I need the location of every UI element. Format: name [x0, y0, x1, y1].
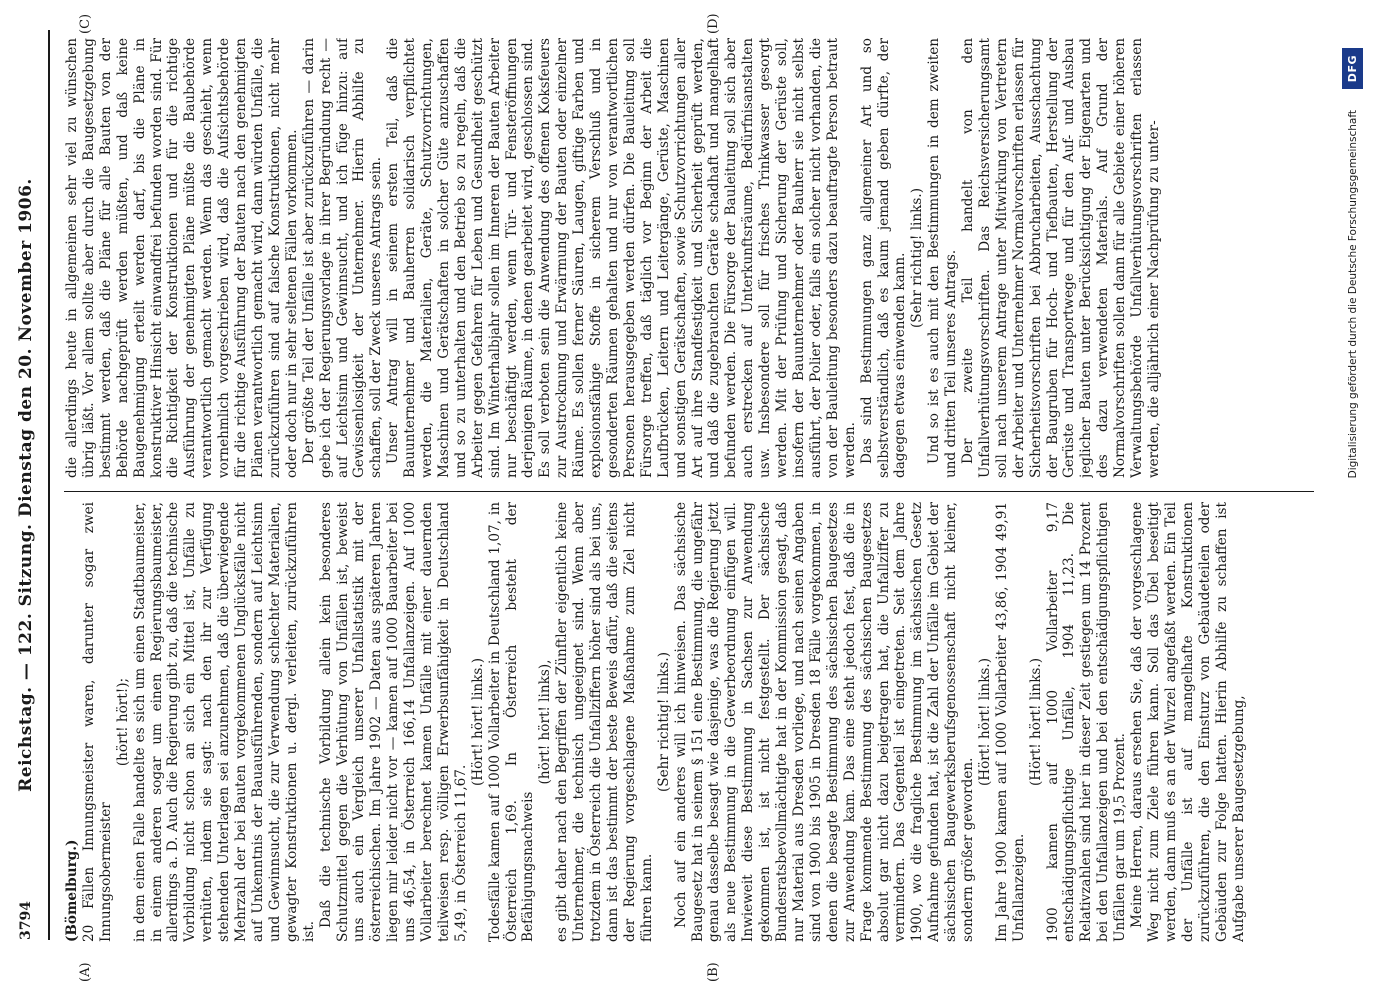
paragraph: es gibt daher nach den Begriffen der Zünftler eigentlich keine Unternehmer, die technisch ungeeignet sind. Wenn aber trotzdem in Österreich die Unfallziffern höher sind als bei uns, dann ist das bestimmt der beste Beweis dafür, daß die seitens der Regierung vorgeschlagene Maßnahme zum Ziel nicht führen kann.: [554, 502, 655, 942]
right-text-column: [64, 38, 1314, 478]
paragraph: 20 Fällen Innungsmeister waren, darunter sogar zwei Innungsobermeister: [80, 502, 114, 942]
digitization-footer: [1340, 40, 1370, 960]
paragraph: Meine Herren, daraus ersehen Sie, daß der vorgeschlagene Weg nicht zum Ziele führen kann. Soll das Übel beseitigt werden, dann muß es an der Wurzel angefaßt werden. Ein Teil der Unfälle ist auf mangelhafte Konstruktionen zurückzuführen, die den Einsturz von Gebäudeteilen oder Gebäuden zur Folge hatten. Hierin Abhilfe zu schaffen ist Aufgabe unserer Baugesetzgebung,: [1129, 502, 1247, 942]
paragraph: Daß die technische Vorbildung allein kein besonderes Schutzmittel gegen die Verhütung von Unfällen ist, beweist uns auch ein Vergleich unserer Unfallstatistik mit der österreichischen. Im Jahre 1902 — Daten aus späteren Jahren liegen mir leider nicht vor — kamen auf 1000 Bauarbeiter bei uns 46,54, in Österreich 166,14 Unfallanzeigen. Auf 1000 Vollarbeiter berechnet kamen Unfälle mit einer dauernden teilweisen resp. völligen Erwerbsunfähigkeit in Deutschland 5,49, in Österreich 11,67.: [317, 502, 469, 942]
page-number: 3794: [18, 901, 34, 940]
paragraph: Todesfälle kamen auf 1000 Vollarbeiter in Deutschland 1,07, in Österreich 1,69. In Österreich besteht der Befähigungsnachweis: [486, 502, 537, 942]
paragraph: Das sind Bestimmungen ganz allgemeiner Art und so selbstverständlich, daß es kaum jemand geben dürfte, der dagegen etwas einwenden kann.: [858, 38, 909, 478]
interjection: (hört! hört!);: [114, 677, 131, 767]
interjection: (Hört! hört! links.): [469, 657, 486, 787]
column-divider: [64, 491, 1314, 492]
interjection: (Hört! hört! links.): [976, 657, 993, 787]
left-text-column: [64, 502, 1314, 942]
page-header: [8, 30, 54, 940]
margin-mark-d: (D): [706, 13, 721, 34]
running-head: Reichstag. — 122. Sitzung. Dienstag den 20. November 1906.: [16, 178, 36, 792]
paragraph: Der größte Teil der Unfälle ist aber zurückzuführen — darin gebe ich der Regierungsvorlage in ihrer Begründung recht — auf Leichtsinn und Gewinnsucht, und ich füge hinzu: auf Gewissenlosigkeit der Unternehmer. Hierin Abhilfe zu schaffen, soll der Zweck unseres Antrags sein.: [300, 38, 385, 478]
paragraph: 1900 kamen auf 1000 Vollarbeiter 9,17 entschädigungspflichtige Unfälle, 1904 11,23. Die Relativzahlen sind hier in dieser Zeit gestiegen um 14 Prozent bei den Unfallanzeigen und bei den entschädigungspflichtigen Unfällen gar um 19,5 Prozent.: [1044, 502, 1129, 942]
paragraph: die allerdings heute in allgemeinen sehr viel zu wünschen übrig läßt. Vor allem sollte aber durch die Baugesetzgebung bestimmt werden, daß die Pläne für alle Bauten von der Behörde nachgeprüft werden müßten, und daß keine Baugenehmigung erteilt werden darf, bis die Pläne in konstruktiver Hinsicht einwandfrei befunden worden sind. Für die Richtigkeit der Konstruktionen und für die richtige Ausführung der genehmigten Pläne müßte die Baubehörde verantwortlich gemacht werden. Wenn das geschieht, wenn vornehmlich vorgeschrieben wird, daß die Aufsichtsbehörde für die richtige Ausführung der Bauten nach den genehmigten Plänen verantwortlich gemacht wird, dann würden Unfälle, die zurückzuführen sind auf falsche Konstruktionen, nicht mehr oder doch nur in sehr seltenen Fällen vorkommen.: [64, 38, 300, 478]
interjection: (Sehr richtig! links.): [655, 651, 672, 793]
speaker-name: (Bömelburg.): [64, 839, 80, 942]
paragraph: Unser Antrag will in seinem ersten Teil, daß die Bauunternehmer und Bauherren solidarisch verpflichtet werden, die Materialien, Geräte, Schutzvorrichtungen, Maschinen und Gerätschaften in solcher Güte anzuschaffen und so zu unterhalten und den Betrieb so zu regeln, daß die Arbeiter gegen Gefahren für Leben und Gesundheit geschützt sind. Im Winterhalbjahr sollen im Inneren der Bauten Arbeiter nur beschäftigt werden, wenn Tür- und Fensteröffnungen derjenigen Räume, in denen gearbeitet wird, geschlossen sind. Es soll verboten sein die Anwendung des offenen Koksfeuers zur Austrocknung und Erwärmung der Bauten oder einzelner Räume. Es sollen ferner Säuren, Laugen, giftige Farben und explosionsfähige Stoffe in sicherem Verschluß und in gesonderten Räumen gehalten und nur von verantwortlichen Personen herausgegeben werden dürfen. Die Bauleitung soll Fürsorge treffen, daß täglich vor Beginn der Arbeit die Laufbrücken, Leitern und Leitergänge, Gerüste, Maschinen und sonstigen Gerätschaften, sowie Schutzvorrichtungen aller Art auf ihre Standfestigkeit und Sicherheit geprüft werden, und daß die zugebrauchten Geräte schadhaft und mangelhaft befunden werden. Die Fürsorge der Bauleitung soll sich aber auch erstrecken auf Unterkunftsräume, Bedürfnisanstalten usw. Insbesondere soll für frisches Trinkwasser gesorgt werden. Mit der Prüfung und Sicherung der Gerüste soll, insofern der Bauunternehmer oder Bauherr sie nicht selbst ausführt, der Polier oder, falls ein solcher nicht vorhanden, die von der Bauleitung besonders dazu beauftragte Person betraut werden.: [385, 38, 858, 478]
margin-mark-b: (B): [706, 962, 721, 982]
margin-mark-c: (C): [78, 13, 93, 34]
paragraph: Und so ist es auch mit den Bestimmungen in dem zweiten und dritten Teil unseres Antrags.: [926, 38, 960, 478]
interjection: (Sehr richtig! links.): [909, 187, 926, 329]
margin-mark-a: (A): [78, 962, 93, 982]
interjection: (Hört! hört! links.): [1027, 657, 1044, 787]
paragraph: Im Jahre 1900 kamen auf 1000 Vollarbeiter 43,86, 1904 49,91 Unfallanzeigen.: [993, 502, 1027, 942]
interjection: (hört! hört! links),: [537, 659, 554, 785]
dfg-logo: DFG: [1342, 48, 1363, 89]
paragraph: Der zweite Teil handelt von den Unfallverhütungsvorschriften. Das Reichsversicherungsamt soll nach unserem Antrage unter Mitwirkung von Vertretern der Arbeiter und Unternehmer Normalvorschriften erlassen für Sicherheitsvorschriften bei Abbrucharbeiten, Ausschachtung der Baugruben für Hoch- und Tiefbauten, Herstellung der Gerüste und Transportwege und für den Auf- und Ausbau jeglicher Bauten unter Berücksichtigung der Eigenarten und des dazu verwendeten Materials. Auf Grund der Normalvorschriften sollen dann für alle Gebiete einer höheren Verwaltungsbehörde Unfallverhütungsvorschriften erlassen werden, die alljährlich einer Nachprüfung zu unter-: [960, 38, 1162, 478]
digitization-note: Digitalisierung gefördert durch die Deutsche Forschungsgemeinschaft: [1347, 110, 1359, 479]
paragraph: Noch auf ein anderes will ich hinweisen. Das sächsische Baugesetz hat in seinem § 151 eine Bestimmung, die ungefähr genau dasselbe besagt wie dasjenige, was die Regierung jetzt als neue Bestimmung in die Gewerbeordnung einfügen will. Inwieweit diese Bestimmung in Sachsen zur Anwendung gekommen ist, ist nicht festgestellt. Der sächsische Bundesratsbevollmächtigte hat in der Kommission gesagt, daß nur Material aus Dresden vorliege, und nach seinen Angaben sind von 1900 bis 1905 in Dresden 18 Fälle vorgekommen, in denen die besagte Bestimmung des sächsischen Baugesetzes zur Anwendung kam. Das eine steht jedoch fest, daß die in Frage kommende Bestimmung des sächsischen Baugesetzes absolut gar nicht dazu beigetragen hat, die Unfallziffer zu vermindern. Das Gegenteil ist eingetreten. Seit dem Jahre 1900, wo die fragliche Bestimmung im sächsischen Gesetz Aufnahme gefunden hat, ist die Zahl der Unfälle im Gebiet der sächsischen Baugewerksberufsgenossenschaft nicht kleiner, sondern größer geworden.: [672, 502, 977, 942]
paragraph: in dem einen Falle handelte es sich um einen Stadtbaumeister, in einem anderen sogar um einen Regierungsbaumeister, allerdings a. D. Auch die Regierung gibt zu, daß die technische Vorbildung nicht schon an sich ein Mittel ist, Unfälle zu verhüten, indem sie sagt: nach den ihr zur Verfügung stehenden Unterlagen sei anzunehmen, daß die überwiegende Mehrzahl der bei Bauten vorgekommenen Unglücksfälle nicht auf Unkenntnis der Bauausführenden, sondern auf Leichtsinn und Gewinnsucht, die zur Verwendung schlechter Materialien, gewagter Konstruktionen u. dergl. verleiten, zurückzuführen ist.: [131, 502, 317, 942]
header-rule: [48, 30, 50, 940]
